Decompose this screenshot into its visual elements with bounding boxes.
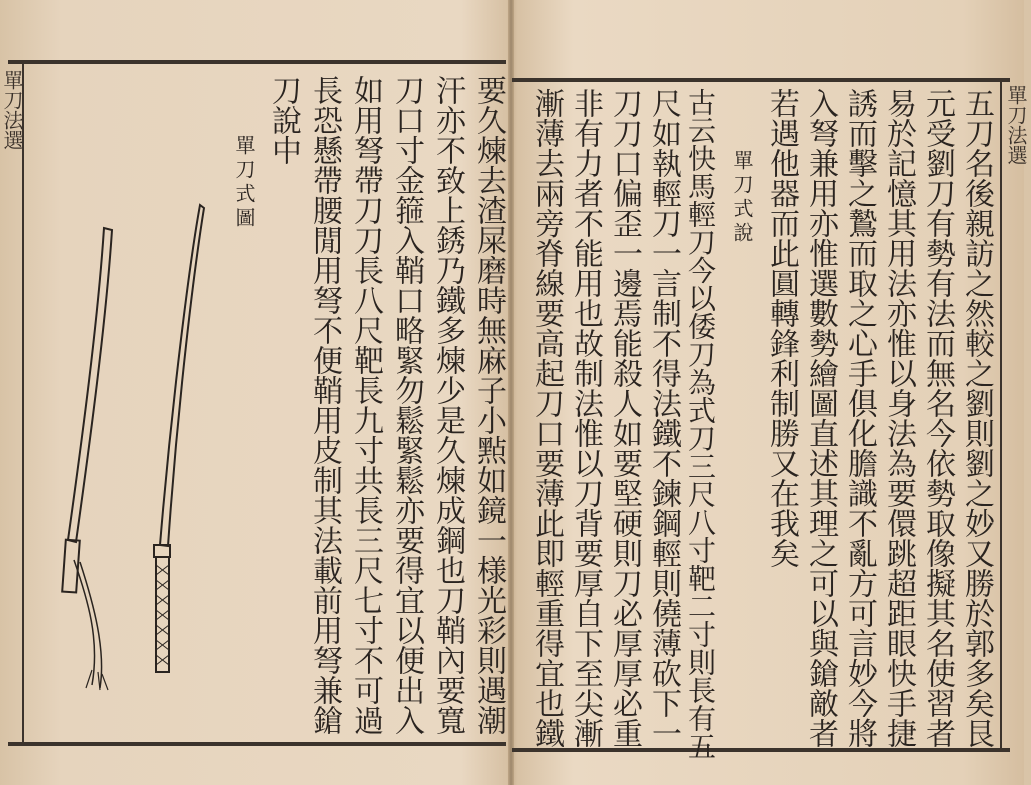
right-border bbox=[1000, 80, 1002, 750]
text-column: 長恐懸帶腰閒用弩不便鞘用皮制其法載前用弩兼鎗 bbox=[307, 75, 342, 735]
sheath-icon bbox=[62, 228, 112, 690]
text-column: 刀刀口偏歪一邊焉能殺人如要堅硬則刀必厚厚必重 bbox=[607, 88, 642, 748]
text-column: 要久煉去渣屎磨時無麻子小㸃如鏡一様光彩則遇潮 bbox=[471, 75, 506, 735]
section-title: 單刀式說 bbox=[730, 150, 754, 246]
edge-title-left: 單刀法選 bbox=[0, 70, 24, 150]
bottom-border bbox=[512, 748, 1010, 752]
text-column: 五刀名後親訪之然較之劉則劉之妙又勝於郭多矣艮 bbox=[959, 88, 994, 748]
sword-illustration bbox=[40, 200, 220, 700]
text-column: 誘而擊之鷙而取之心手俱化膽識不亂方可言妙今將 bbox=[842, 88, 877, 748]
left-page bbox=[0, 0, 510, 785]
bottom-border bbox=[8, 742, 506, 746]
text-column: 入弩兼用亦惟選數勢繪圖直述其理之可以與鎗敵者 bbox=[803, 88, 838, 748]
left-border bbox=[22, 62, 24, 744]
text-column: 刀說中 bbox=[266, 75, 301, 165]
text-column: 若遇他器而此圓轉鋒利制勝又在我矣 bbox=[764, 88, 799, 568]
top-border bbox=[8, 60, 506, 64]
edge-title-right: 單刀法選 bbox=[1004, 85, 1028, 165]
text-column: 古云快馬輕刀今以倭刀為式刀三尺八寸靶二寸則長有五 bbox=[684, 88, 717, 760]
text-column: 非有力者不能用也故制法惟以刀背要厚自下至尖漸 bbox=[568, 88, 603, 748]
text-column: 易於記憶其用法亦惟以身法為要儇跳超距眼快手捷 bbox=[881, 88, 916, 748]
text-column: 元受劉刀有勢有法而無名今依勢取像擬其名使習者 bbox=[920, 88, 955, 748]
right-page bbox=[512, 0, 1028, 785]
text-column: 如用弩帶刀刀長八尺靶長九寸共長三尺七寸不可過 bbox=[348, 75, 383, 735]
text-column: 汗亦不致上銹乃鐵多煉少是久煉成鋼也刀鞘內要寬 bbox=[430, 75, 465, 735]
sword-icon bbox=[154, 205, 204, 672]
text-column: 漸薄去兩旁脊線要高起刀口要薄此即輕重得宜也鐵 bbox=[529, 88, 564, 748]
text-column: 尺如執輕刀一言制不得法鐵不鍊鋼輕則僥薄砍下一 bbox=[646, 88, 681, 748]
top-border bbox=[512, 78, 1010, 82]
text-column: 刀口寸金箍入鞘口略緊勿鬆緊鬆亦要得宜以便出入 bbox=[389, 75, 424, 735]
illustration-title: 單刀式圖 bbox=[232, 135, 256, 231]
